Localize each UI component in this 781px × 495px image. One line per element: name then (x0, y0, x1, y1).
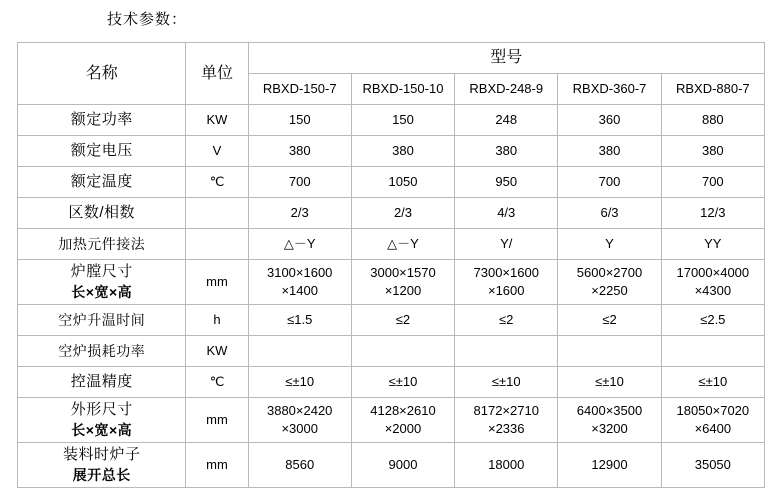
row-label (18, 260, 186, 305)
header-unit: 单位 (186, 43, 248, 105)
row-value (661, 336, 764, 367)
table-row (18, 398, 765, 443)
row-unit (186, 229, 248, 260)
row-label: 控温精度 (18, 367, 186, 398)
row-value-line2: ×3200 (591, 421, 628, 436)
row-value: YY (661, 229, 764, 260)
row-value (661, 398, 764, 443)
row-unit (186, 198, 248, 229)
row-value-line2: ×1400 (281, 283, 318, 298)
row-value-line1: 17000×4000 (676, 265, 750, 281)
row-value: 360 (558, 105, 661, 136)
row-label: 空炉损耗功率 (18, 336, 186, 367)
row-value: 700 (558, 167, 661, 198)
row-value (351, 260, 454, 305)
row-label-line2: 长×宽×高 (71, 421, 133, 438)
row-value: 9000 (351, 443, 454, 488)
row-value-line2: ×1600 (487, 283, 525, 298)
table-row (18, 167, 765, 198)
row-value-line1: 5600×2700 (576, 265, 643, 281)
row-value (455, 398, 558, 443)
row-unit: ℃ (186, 167, 248, 198)
row-value: 12900 (558, 443, 661, 488)
row-value: 880 (661, 105, 764, 136)
row-value: ≤2 (558, 305, 661, 336)
row-label-line1: 外形尺寸 (70, 401, 133, 419)
row-unit: V (186, 136, 248, 167)
row-value (661, 260, 764, 305)
row-value: ≤±10 (455, 367, 558, 398)
spec-table-container (17, 42, 765, 488)
row-unit: mm (186, 260, 248, 305)
row-value: ≤2 (455, 305, 558, 336)
spec-table (17, 42, 765, 488)
row-value: 4/3 (455, 198, 558, 229)
row-unit: mm (186, 443, 248, 488)
row-value: 380 (351, 136, 454, 167)
row-value: 6/3 (558, 198, 661, 229)
header-model-3: RBXD-248-9 (455, 74, 558, 105)
row-unit: KW (186, 336, 248, 367)
row-value: ≤±10 (558, 367, 661, 398)
row-label (18, 443, 186, 488)
row-value: 12/3 (661, 198, 764, 229)
table-row (18, 136, 765, 167)
row-label-line2: 长×宽×高 (71, 283, 133, 300)
row-value: ≤2.5 (661, 305, 764, 336)
row-label-line1: 炉膛尺寸 (70, 263, 133, 281)
row-value-line1: 18050×7020 (676, 403, 750, 419)
row-value: 950 (455, 167, 558, 198)
header-model-2: RBXD-150-10 (351, 74, 454, 105)
row-value: ≤2 (351, 305, 454, 336)
row-label: 空炉升温时间 (18, 305, 186, 336)
row-value-line1: 4128×2610 (370, 403, 436, 419)
row-value-line2: ×2250 (591, 283, 628, 298)
row-value: 380 (455, 136, 558, 167)
row-value (351, 336, 454, 367)
row-value: ≤±10 (351, 367, 454, 398)
header-model-1: RBXD-150-7 (248, 74, 351, 105)
table-row (18, 443, 765, 488)
row-value: ≤±10 (248, 367, 351, 398)
row-value (558, 260, 661, 305)
row-value (558, 398, 661, 443)
row-label: 额定电压 (18, 136, 186, 167)
row-value: 248 (455, 105, 558, 136)
row-value-line2: ×2000 (384, 421, 422, 436)
table-row (18, 305, 765, 336)
header-model-group: 型号 (248, 43, 764, 74)
row-value: Y (558, 229, 661, 260)
row-unit: h (186, 305, 248, 336)
row-value: 1050 (351, 167, 454, 198)
row-value (248, 336, 351, 367)
row-label-line2: 展开总长 (72, 466, 131, 483)
row-value: 8560 (248, 443, 351, 488)
row-value: 380 (661, 136, 764, 167)
table-header-row-1 (18, 43, 765, 74)
row-value-line1: 6400×3500 (576, 403, 643, 419)
row-value: △－Y (248, 229, 351, 260)
table-row (18, 105, 765, 136)
row-value: ≤1.5 (248, 305, 351, 336)
row-value: 380 (558, 136, 661, 167)
header-model-5: RBXD-880-7 (661, 74, 764, 105)
row-value: Y/ (455, 229, 558, 260)
row-value-line2: ×6400 (694, 421, 732, 436)
table-row (18, 229, 765, 260)
row-value-line2: ×1200 (384, 283, 422, 298)
row-value (558, 336, 661, 367)
row-value-line2: ×3000 (281, 421, 318, 436)
row-value: 35050 (661, 443, 764, 488)
row-value: 2/3 (248, 198, 351, 229)
header-name: 名称 (18, 43, 186, 105)
row-label: 区数/相数 (18, 198, 186, 229)
row-label: 额定温度 (18, 167, 186, 198)
row-value-line1: 3100×1600 (266, 265, 333, 281)
row-unit: ℃ (186, 367, 248, 398)
page-title: 技术参数： (107, 11, 188, 28)
row-value-line1: 7300×1600 (473, 265, 539, 281)
row-value (351, 398, 454, 443)
row-value (248, 398, 351, 443)
row-label: 加热元件接法 (18, 229, 186, 260)
table-row (18, 260, 765, 305)
row-value-line1: 8172×2710 (473, 403, 539, 419)
row-value (248, 260, 351, 305)
table-row (18, 198, 765, 229)
row-value: 18000 (455, 443, 558, 488)
row-value: 700 (661, 167, 764, 198)
table-row (18, 336, 765, 367)
row-value: 2/3 (351, 198, 454, 229)
row-value (455, 260, 558, 305)
row-value-line1: 3880×2420 (266, 403, 333, 419)
row-value-line2: ×4300 (694, 283, 732, 298)
row-label (18, 398, 186, 443)
row-value: 700 (248, 167, 351, 198)
row-value: 150 (248, 105, 351, 136)
row-value-line1: 3000×1570 (370, 265, 436, 281)
row-value: 150 (351, 105, 454, 136)
row-unit: KW (186, 105, 248, 136)
row-value: △－Y (351, 229, 454, 260)
header-model-4: RBXD-360-7 (558, 74, 661, 105)
row-label-line1: 装料时炉子 (62, 446, 141, 464)
row-value: 380 (248, 136, 351, 167)
row-value (455, 336, 558, 367)
table-row (18, 367, 765, 398)
row-label: 额定功率 (18, 105, 186, 136)
row-value: ≤±10 (661, 367, 764, 398)
row-value-line2: ×2336 (487, 421, 525, 436)
row-unit: mm (186, 398, 248, 443)
